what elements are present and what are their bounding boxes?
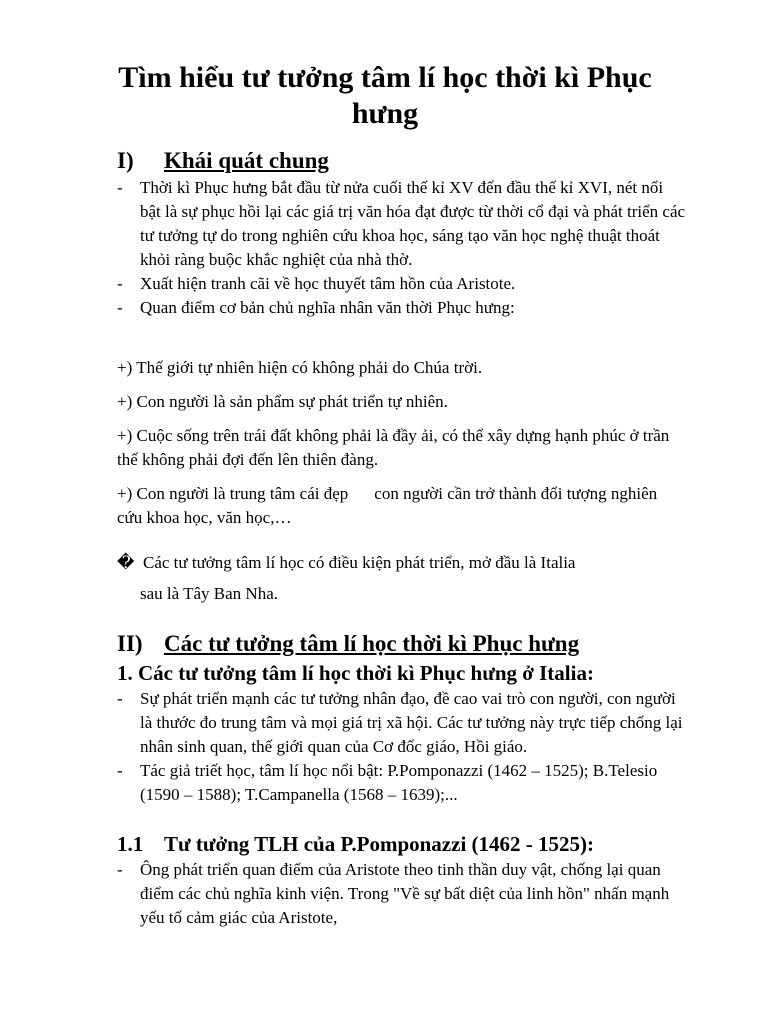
list-item: - Tác giả triết học, tâm lí học nổi bật: P.Pomponazzi (1462 – 1525); B.Telesio (1590 – 1588); T.Campanella (1568 – 1639);... <box>117 759 687 807</box>
humanism-point: +) Thế giới tự nhiên hiện có không phải do Chúa trời. <box>117 358 483 377</box>
list-item: - Sự phát triển mạnh các tư tưởng nhân đạo, đề cao vai trò con người, con người là thước đo trung tâm và mọi giá trị xã hội. Các tư tưởng này trực tiếp chống lại nhân sinh quan, thế giới quan của Cơ đốc giáo, Hồi giáo. <box>117 687 687 759</box>
subsection-heading-italia: 1. Các tư tưởng tâm lí học thời kì Phục hưng ở Italia: <box>117 661 594 685</box>
conclusion-line: sau là Tây Ban Nha. <box>140 584 279 603</box>
list-item: - Thời kì Phục hưng bắt đầu từ nửa cuối thế kỉ XV đến đầu thế kỉ XVI, nét nổi bật là sự phục hồi lại các giá trị văn hóa đạt được từ thời cổ đại và phát triển các tư tưởng tự do trong nghiên cứu khoa học, sáng tạo văn học nghệ thuật thoát khỏi ràng buộc khắc nghiệt của nhà thờ. <box>117 176 687 272</box>
overview-bullet-list <box>117 176 687 320</box>
humanism-point: +) Cuộc sống trên trái đất không phải là đầy ải, có thể xây dựng hạnh phúc ở trần thế không phải đợi đến lên thiên đàng. <box>117 426 670 469</box>
subsection-heading-pomponazzi <box>117 832 594 857</box>
conclusion-note <box>117 547 677 609</box>
section-heading-overview <box>117 148 329 174</box>
conclusion-line: Các tư tưởng tâm lí học có điều kiện phát triển, mở đầu là Italia <box>143 553 576 572</box>
document-title: Tìm hiểu tư tưởng tâm lí học thời kì Phục hưng <box>118 61 652 130</box>
section-number: II) <box>117 631 143 656</box>
section-heading-thoughts <box>117 631 579 657</box>
subsection-number: 1.1 <box>117 832 144 856</box>
subsection-title: Tư tưởng TLH của P.Pomponazzi (1462 - 1525): <box>164 832 595 856</box>
humanism-point: +) Con người là sản phẩm sự phát triển tự nhiên. <box>117 392 448 411</box>
list-item: - Ông phát triển quan điểm của Aristote theo tinh thần duy vật, chống lại quan điểm các chủ nghĩa kinh viện. Trong "Về sự bất diệt của linh hồn" nhấn mạnh yếu tố cảm giác của Aristote, <box>117 858 687 930</box>
section-title: Khái quát chung <box>164 148 329 173</box>
point-part: con người cần trở thành đối tượng nghiên cứu khoa học, văn học,… <box>117 484 658 527</box>
italia-bullet-list <box>117 687 687 807</box>
point-part: +) Con người là trung tâm cái đẹp <box>117 484 349 503</box>
humanism-point <box>117 482 677 530</box>
pomponazzi-bullet-list <box>117 858 687 930</box>
list-item: - Xuất hiện tranh cãi về học thuyết tâm hồn của Aristote. <box>117 272 687 296</box>
section-number: I) <box>117 148 134 173</box>
arrow-icon: � <box>117 553 135 572</box>
list-item: - Quan điểm cơ bản chủ nghĩa nhân văn thời Phục hưng: <box>117 296 687 320</box>
section-title: Các tư tưởng tâm lí học thời kì Phục hưng <box>164 631 580 656</box>
